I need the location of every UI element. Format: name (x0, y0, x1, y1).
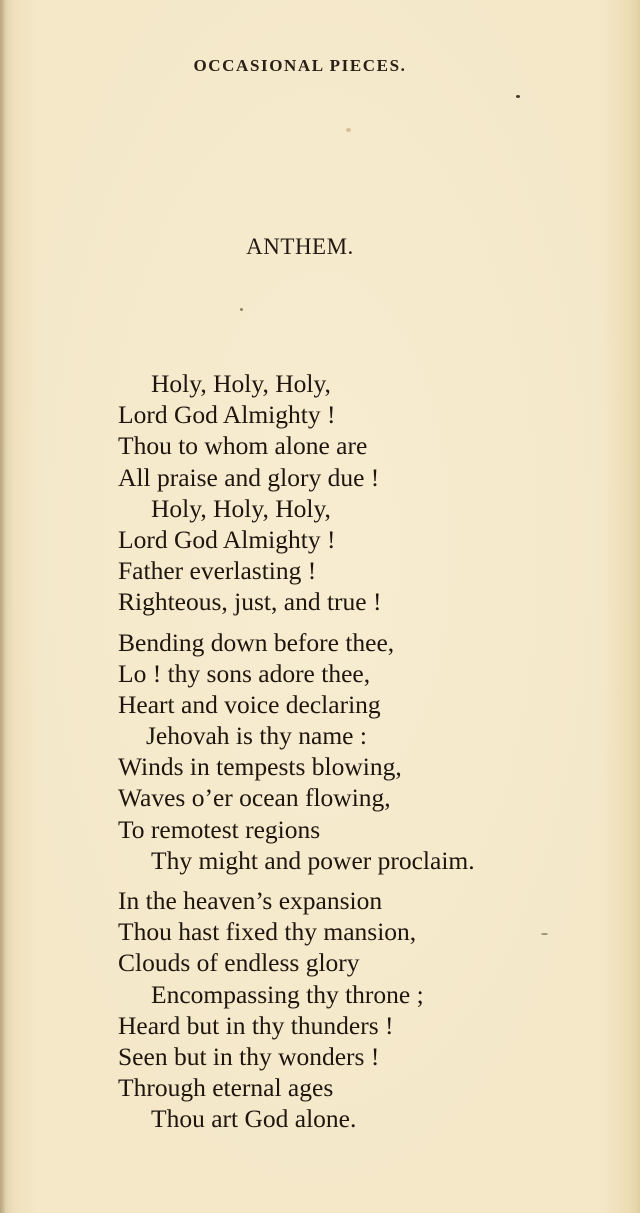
stanza (118, 885, 618, 1135)
poem-line: Holy, Holy, Holy, (151, 369, 331, 398)
poem-line: Jehovah is thy name : (146, 721, 367, 751)
stanza (118, 627, 618, 877)
page-gutter-shadow (0, 0, 6, 1213)
poem-line: To remotest regions (118, 814, 321, 844)
stanza (118, 368, 618, 618)
poem-line: Thou hast fixed thy mansion, (118, 917, 417, 947)
poem-line: Heard but in thy thunders ! (118, 1010, 394, 1040)
paper-speck (541, 933, 548, 935)
poem-line: Father everlasting ! (118, 556, 317, 586)
paper-speck (346, 128, 351, 132)
poem-line: Lord God Almighty ! (118, 524, 336, 554)
poem-line: All praise and glory due ! (118, 462, 380, 492)
poem-line: Seen but in thy wonders ! (118, 1041, 380, 1071)
stanza-break (118, 618, 618, 627)
poem-line: Thou to whom alone are (118, 431, 368, 461)
poem-title: ANTHEM. (246, 234, 354, 259)
stanza-break (118, 876, 618, 885)
poem-line: Bending down before thee, (118, 627, 395, 657)
poem-line: Holy, Holy, Holy, (151, 493, 331, 523)
poem-line: Heart and voice declaring (118, 689, 381, 719)
poem-line: Winds in tempests blowing, (118, 752, 402, 782)
poem-line: Lord God Almighty ! (118, 400, 336, 430)
running-head: OCCASIONAL PIECES. (193, 56, 407, 75)
poem-line: Lo ! thy sons adore thee, (118, 658, 371, 688)
poem-line: In the heaven’s expansion (118, 886, 383, 915)
poem-line: Thou art God alone. (151, 1104, 357, 1134)
poem-line: Clouds of endless glory (118, 948, 360, 978)
paper-speck (516, 95, 520, 98)
poem-body (118, 368, 618, 1135)
poem-line: Righteous, just, and true ! (118, 587, 382, 617)
paper-speck (240, 308, 243, 311)
poem-line: Thy might and power proclaim. (151, 845, 475, 875)
poem-line: Through eternal ages (118, 1073, 334, 1103)
poem-line: Waves o’er ocean flowing, (118, 783, 391, 813)
poem-line: Encompassing thy throne ; (151, 979, 424, 1009)
